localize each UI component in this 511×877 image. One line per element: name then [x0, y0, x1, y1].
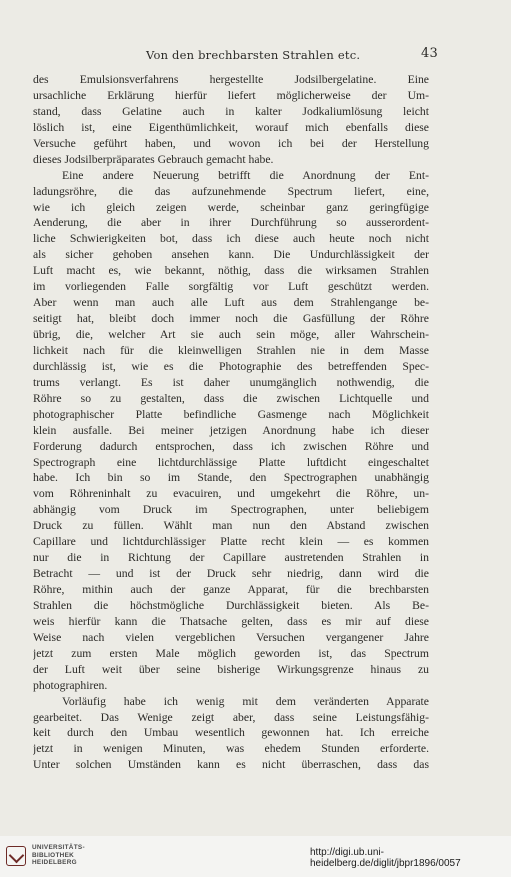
library-seal-icon	[6, 846, 26, 866]
text-line: weis hierfür kann die Thatsache gelten, dass es mir auf diese	[33, 614, 429, 628]
text-line: trums verlangt. Es ist daher unumgänglich nothwendig, die	[33, 375, 429, 389]
text-line: vom Röhreninhalt zu evacuiren, und umgekehrt die Röhre, un-	[33, 487, 429, 501]
text-line: dieses Jodsilberpräparates Gebrauch gemacht habe.	[33, 152, 274, 166]
text-line: Aber wenn man auch alle Luft aus dem Strahlengange be-	[33, 296, 429, 310]
text-line: Betracht — und ist der Druck sehr niedrig, dann wird die	[33, 567, 429, 581]
text-line: lichkeit nach für die kleinwelligen Strahlen nie in dem Masse	[33, 343, 429, 357]
text-line: ladungsröhre, die das aufzunehmende Spectrum liefert, eine,	[33, 184, 429, 198]
text-line: Druck zu füllen. Wählt man nun den Abstand zwischen	[33, 519, 429, 533]
page-number: 43	[421, 46, 438, 61]
text-line: im vorliegenden Falle sorgfältig vor Luft geschützt werden.	[33, 280, 429, 294]
text-line: der Luft weit über seine bisherige Wirkungsgrenze hinaus zu	[33, 662, 429, 676]
text-line: gearbeitet. Das Wenige zeigt aber, dass seine Leistungsfähig-	[33, 710, 429, 724]
text-line: keit durch den Umbau wesentlich gewonnen hat. Ich erreiche	[33, 726, 429, 740]
text-line: ursachliche Erklärung hierfür liefert möglicherweise der Um-	[33, 88, 429, 102]
text-line: Röhre, mithin auch der ganze Apparat, für die brechbarsten	[33, 583, 429, 596]
text-line: wie ich gleich zeigen werde, scheinbar ganz geringfügige	[33, 200, 429, 214]
text-line: Forderung dadurch entsprochen, dass ich zwischen Röhre und	[33, 439, 429, 453]
library-logo[interactable]	[6, 844, 126, 870]
logo-text	[32, 844, 85, 867]
text-line: Weise nach vielen vergeblichen Versuchen vergangener Jahre	[33, 630, 429, 644]
footer-bar	[0, 836, 511, 877]
text-line: photographiren.	[33, 678, 108, 692]
body-text	[33, 72, 429, 773]
text-line: habe. Ich bin so im Stande, den Spectrographen unabhängig	[33, 471, 429, 485]
page-header	[0, 46, 511, 64]
permalink-url[interactable]: http://digi.ub.uni-heidelberg.de/diglit/jbpr1896/0057	[310, 847, 461, 869]
text-line: des Emulsionsverfahrens hergestellte Jodsilbergelatine. Eine	[33, 73, 429, 86]
text-line: Röhre so zu gestalten, dass die zwischen Lichtquelle und	[33, 391, 429, 405]
text-line: Capillare und lichtdurchlässiger Platte recht klein — es kommen	[33, 535, 429, 549]
text-line: photographischer Platte befindliche Gasmenge nach Möglichkeit	[33, 407, 429, 421]
text-line: Spectrograph eine lichtdurchlässige Platte luftdicht eingeschaltet	[33, 455, 429, 469]
text-line: jetzt in wenigen Minuten, was ehedem Stunden erforderte.	[33, 742, 429, 756]
running-title: Von den brechbarsten Strahlen etc.	[146, 48, 361, 62]
text-line: stand, dass Gelatine auch in kalter Jodkaliumlösung leicht	[33, 104, 429, 118]
text-line: löslich ist, eine Eigenthümlichkeit, worauf mich ebenfalls diese	[33, 120, 429, 134]
text-line: Eine andere Neuerung betrifft die Anordnung der Ent-	[62, 168, 429, 182]
text-line: Luft macht es, wie bekannt, nöthig, dass die wirksamen Strahlen	[33, 264, 429, 278]
text-line: liche Schwierigkeiten bot, dass ich diese auch heute noch nicht	[33, 232, 429, 246]
text-line: Strahlen die höchstmögliche Durchlässigkeit bieten. Als Be-	[33, 598, 429, 612]
logo-line: HEIDELBERG	[32, 859, 77, 867]
text-line: jetzt zum ersten Male möglich geworden ist, das Spectrum	[33, 646, 429, 660]
text-line: abhängig vom Druck im Spectrographen, unter beliebigem	[33, 503, 429, 517]
text-line: übrig, die, welcher Art sie auch sein möge, aller Wahrschein-	[33, 328, 429, 341]
text-line: klein ausfalle. Bei meiner jetzigen Anordnung habe ich dieser	[33, 423, 429, 437]
logo-line: UNIVERSITÄTS-	[32, 844, 85, 851]
text-line: Aenderung, die aber in ihrer Durchführung so ausserordent-	[33, 216, 429, 230]
text-line: Vorläufig habe ich wenig mit dem veränderten Apparate	[62, 694, 429, 708]
logo-line: BIBLIOTHEK	[32, 851, 75, 859]
text-line: nur die in Richtung der Capillare austretenden Strahlen in	[33, 551, 429, 565]
text-line: durchlässig ist, wie es die Photographie des betreffenden Spec-	[33, 359, 429, 373]
text-line: Versuche geführt haben, und wovon ich bei der Herstellung	[33, 136, 429, 150]
text-line: Unter solchen Umständen kann es nicht überraschen, dass das	[33, 758, 429, 772]
text-line: seitigt hat, bleibt doch immer noch die Gasfüllung der Röhre	[33, 312, 429, 326]
text-line: als sicher gehoben ansehen kann. Die Undurchlässigkeit der	[33, 248, 429, 262]
